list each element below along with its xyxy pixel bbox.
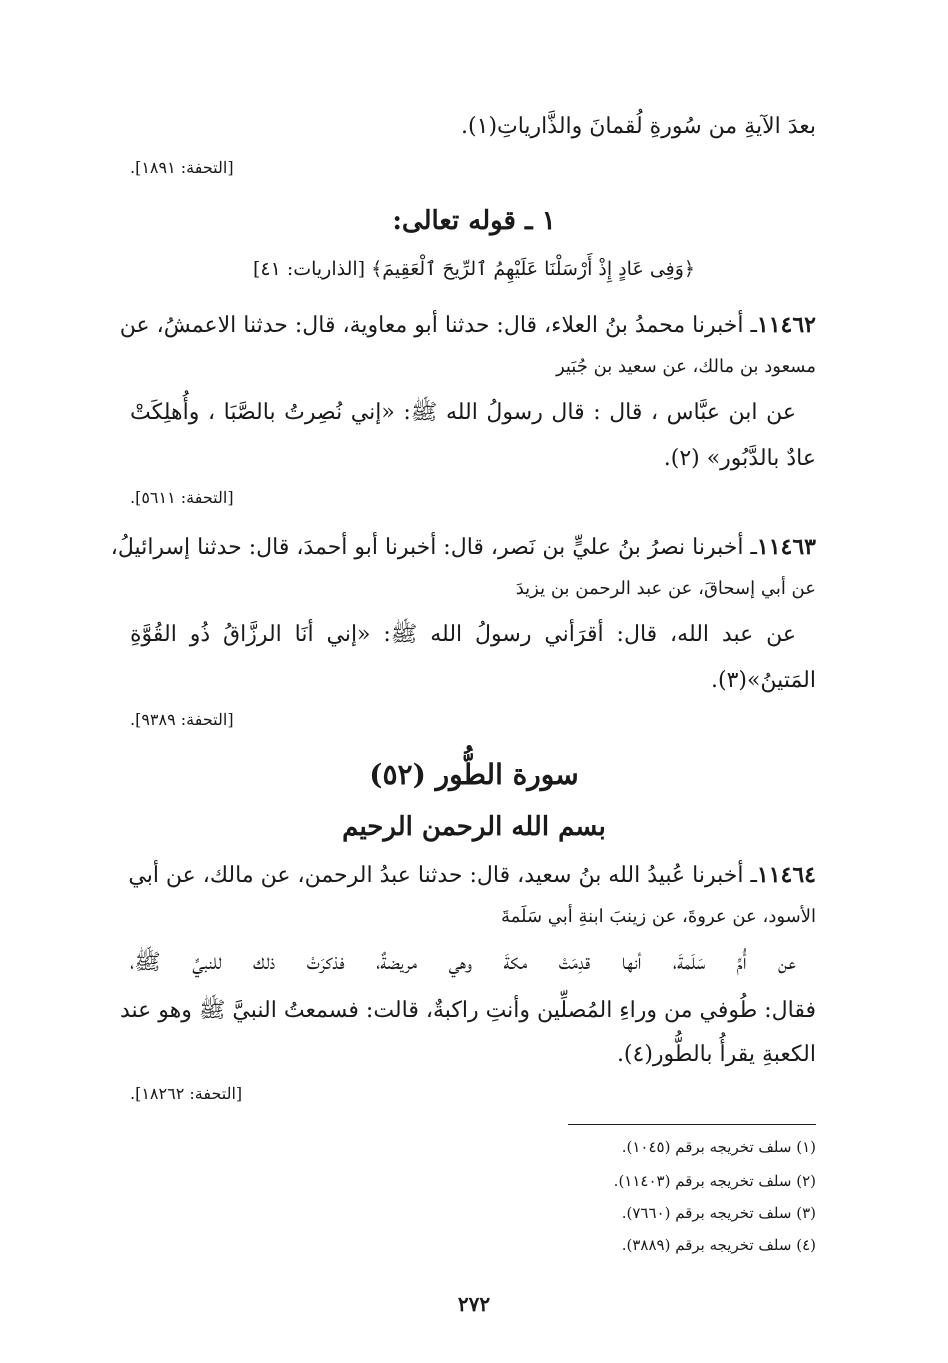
tuhfa-ref-5611: [التحفة: ٥٦١١]. (130, 488, 234, 507)
hadith-1462-isnad-1 (119, 312, 816, 338)
hadith-number-1462: ١١٤٦٢ (756, 312, 816, 338)
page-number: ٢٧٢ (457, 1292, 491, 1316)
hadith-1462-matn-2: عادٌ بالدَّبُور» (٢). (663, 446, 816, 471)
tuhfa-ref-9389: [التحفة: ٩٣٨٩]. (130, 710, 234, 729)
hadith-1464-isnad-1 (130, 862, 816, 888)
quran-verse: ﴿وَفِى عَادٍ إِذْ أَرْسَلْنَا عَلَيْهِمُ ٱلرِّيحَ ٱلْعَقِيمَ﴾ [الذاريات: ٤١] (252, 258, 696, 280)
hadith-1463-isnad-2: عن أبي إسحاقَ، عن عبد الرحمن بن يزيدَ (515, 578, 816, 599)
footnote-1: (١) سلف تخريجه برقم (١٠٤٥). (621, 1138, 816, 1156)
hadith-1464-matn-1: عن أُمِّ سَلَمةَ، أنها قدِمَتْ مكةَ وهي مريضةٌ، فذكرَتْ ذلك للنبيِّ ﷺ، (130, 950, 796, 975)
footnote-2: (٢) سلف تخريجه برقم (١١٤٠٣). (613, 1172, 816, 1190)
basmala: بسم الله الرحمن الرحيم (342, 812, 606, 842)
hadith-number-1463: ١١٤٦٣ (756, 534, 816, 560)
intro-line: بعدَ الآيةِ من سُورةِ لُقمانَ والذَّارياتِ(١). (461, 114, 816, 139)
hadith-1464-matn-2: فقال: طُوفي من وراءِ المُصلِّين وأنتِ راكبةٌ، قالت: فسمعتُ النبيَّ ﷺ وهو عند (119, 998, 816, 1023)
hadith-1463-isnad-1 (110, 534, 816, 560)
surah-title: سورة الطُّور (٥٢) (369, 758, 579, 791)
hadith-number-1464: ١١٤٦٤ (756, 862, 816, 888)
section-heading: ١ ـ قوله تعالى: (392, 206, 556, 236)
hadith-1464-isnad-text: ـ أخبرنا عُبيدُ الله بنُ سعيد، قال: حدثنا عبدُ الرحمن، عن مالك، عن أبي (128, 863, 757, 888)
hadith-1463-isnad-text: ـ أخبرنا نصرُ بنُ عليٍّ بن نَصر، قال: أخبرنا أبو أحمدَ، قال: حدثنا إسرائيلُ، (110, 535, 757, 560)
footnote-4: (٤) سلف تخريجه برقم (٣٨٨٩). (621, 1236, 816, 1254)
hadith-1463-matn-1: عن عبد الله، قال: أقرَأني رسولُ الله ﷺ: «إني أنَا الرزَّاقُ ذُو القُوَّةِ (130, 622, 796, 647)
tuhfa-ref-1891: [التحفة: ١٨٩١]. (130, 158, 234, 177)
footnote-divider (568, 1124, 816, 1125)
hadith-1462-isnad-text: ـ أخبرنا محمدُ بنُ العلاء، قال: حدثنا أبو معاوية، قال: حدثنا الاعمشُ، عن (119, 313, 757, 338)
footnote-3: (٣) سلف تخريجه برقم (٧٦٦٠). (621, 1204, 816, 1222)
hadith-1462-isnad-2: مسعود بن مالك، عن سعيد بن جُبَير (555, 356, 816, 377)
hadith-1464-matn-3: الكعبةِ يقرأُ بالطُّور(٤). (616, 1042, 816, 1067)
tuhfa-ref-18262: [التحفة: ١٨٢٦٢]. (130, 1084, 243, 1103)
hadith-1462-matn-1: عن ابن عبَّاس ، قال : قال رسولُ الله ﷺ: «إني نُصِرتُ بالصَّبَا ، وأُهلِكَتْ (130, 400, 796, 425)
hadith-1464-isnad-2: الأسود، عن عروةَ، عن زينبَ ابنةِ أبي سَلَمةَ (500, 906, 816, 927)
hadith-1463-matn-2: المَتينُ»(٣). (710, 668, 816, 693)
